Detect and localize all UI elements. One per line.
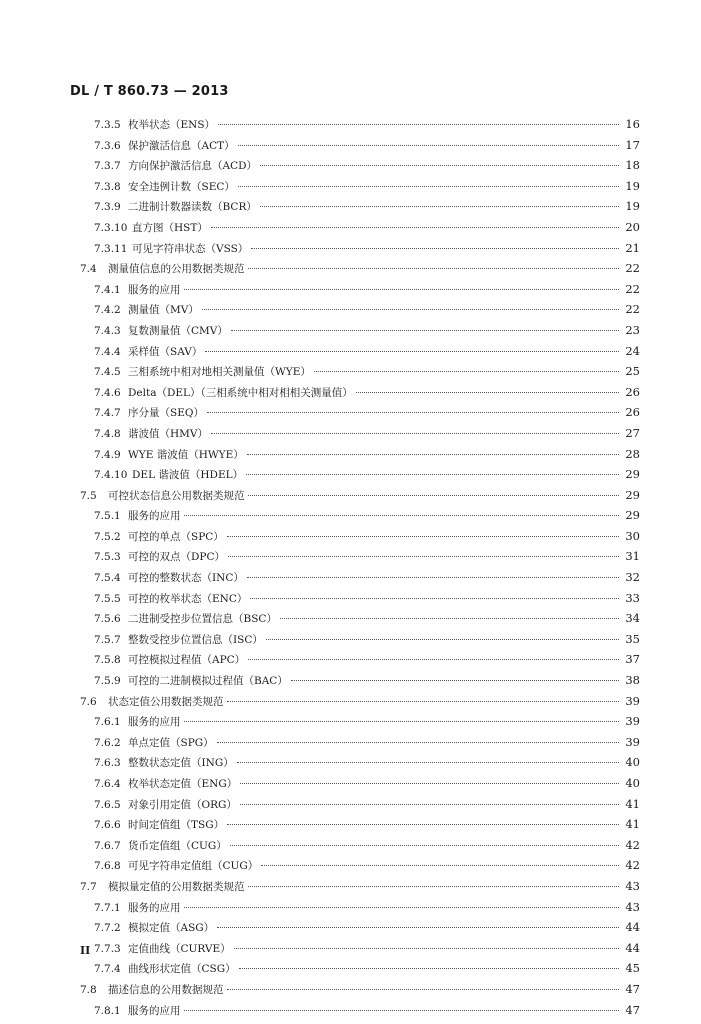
toc-entry [80, 917, 640, 938]
toc-section-number: 7.6.3 [94, 757, 121, 770]
toc-section-title: 枚举状态定值（ENG） [128, 778, 238, 790]
toc-page-number: 16 [625, 117, 640, 131]
toc-dot-leader [238, 186, 619, 187]
toc-page-number: 24 [625, 343, 640, 358]
toc-page-number: 40 [625, 755, 640, 770]
toc-entry [80, 114, 640, 135]
toc-section-number: 7.7.3 [94, 942, 121, 955]
toc-section-title: 可控模拟过程值（APC） [128, 654, 246, 667]
toc-page-number: 20 [625, 219, 640, 234]
toc-entry [80, 649, 640, 670]
toc-page-number: 22 [625, 302, 640, 317]
toc-dot-leader [211, 433, 619, 434]
toc-section-title: 模拟量定值的公用数据类规范 [108, 880, 245, 893]
toc-page-number: 19 [625, 199, 640, 214]
toc-entry [80, 135, 640, 156]
toc-section-title: 可见字符串状态（VSS） [132, 242, 249, 255]
toc-page-number: 47 [625, 981, 640, 996]
toc-section-title: 整数受控步位置信息（ISC） [128, 633, 263, 646]
toc-section-title: 服务的应用 [128, 901, 181, 914]
toc-entry [80, 732, 640, 753]
toc-dot-leader [217, 742, 619, 743]
toc-section-title: 定值曲线（CURVE） [128, 942, 231, 955]
toc-entry [80, 794, 640, 815]
toc-page-number: 26 [625, 384, 640, 399]
toc-entry [80, 526, 640, 547]
toc-page-number: 37 [625, 652, 640, 667]
toc-entry [80, 299, 640, 320]
toc-entry [80, 752, 640, 773]
toc-section-title: 保护激活信息（ACT） [128, 139, 235, 152]
toc-section-number: 7.4.3 [94, 324, 121, 337]
toc-dot-leader [247, 454, 619, 455]
toc-page-number: 39 [625, 714, 640, 729]
toc-entry [80, 238, 640, 259]
toc-section-number: 7.5.5 [94, 592, 121, 605]
toc-page-number: 42 [625, 858, 640, 873]
toc-dot-leader [240, 804, 619, 805]
toc-dot-leader [291, 680, 619, 681]
toc-section-number: 7.5.6 [94, 613, 121, 626]
toc-entry [80, 485, 640, 506]
toc-page-number: 40 [625, 776, 640, 790]
toc-section-number: 7.5.9 [94, 675, 121, 688]
toc-page-number: 34 [625, 611, 640, 626]
toc-dot-leader [314, 371, 619, 372]
toc-entry [80, 402, 640, 423]
toc-entry [80, 423, 640, 444]
toc-section-title: 对象引用定值（ORG） [128, 798, 237, 811]
toc-section-number: 7.3.8 [94, 180, 121, 193]
toc-entry [80, 196, 640, 217]
toc-section-number: 7.5.7 [94, 633, 121, 646]
toc-section-number: 7.5.8 [94, 654, 121, 667]
toc-section-title: 可控的整数状态（INC） [128, 572, 244, 585]
toc-entry [80, 855, 640, 876]
toc-dot-leader [184, 1010, 620, 1011]
toc-dot-leader [184, 907, 620, 908]
toc-entry [80, 979, 640, 1000]
toc-section-number: 7.6.2 [94, 736, 121, 749]
toc-page-number: 44 [625, 920, 640, 935]
toc-page-number: 29 [625, 487, 640, 502]
toc-dot-leader [247, 577, 619, 578]
toc-section-number: 7.6.7 [94, 839, 121, 852]
document-header: DL / T 860.73 — 2013 [70, 84, 229, 99]
toc-section-number: 7.5.3 [94, 551, 121, 564]
toc-section-title: 复数测量值（CMV） [128, 324, 228, 337]
toc-page-number: 43 [625, 899, 640, 914]
toc-section-number: 7.6.5 [94, 798, 121, 811]
toc-entry [80, 320, 640, 341]
toc-section-number: 7.6.8 [94, 860, 121, 873]
toc-section-title: 时间定值组（TSG） [128, 819, 225, 832]
toc-section-number: 7.7 [80, 880, 97, 893]
toc-section-number: 7.4.9 [94, 448, 121, 461]
toc-page-number: 28 [625, 446, 640, 461]
toc-section-number: 7.3.9 [94, 201, 121, 214]
toc-section-title: 服务的应用 [128, 510, 181, 523]
toc-dot-leader [261, 865, 619, 866]
toc-section-number: 7.7.4 [94, 963, 121, 976]
toc-section-number: 7.6 [80, 695, 97, 708]
toc-section-title: 服务的应用 [128, 283, 181, 296]
toc-page-number: 41 [625, 817, 640, 832]
toc-page-number: 38 [625, 673, 640, 688]
toc-section-title: 三相系统中相对地相关测量值（WYE） [128, 366, 311, 379]
toc-section-title: 可控的枚举状态（ENC） [128, 592, 248, 605]
toc-entry [80, 670, 640, 691]
toc-dot-leader [217, 927, 619, 928]
toc-entry [80, 608, 640, 629]
toc-dot-leader [260, 206, 619, 207]
toc-section-title: 测量值（MV） [128, 304, 199, 317]
toc-entry [80, 279, 640, 300]
toc-section-number: 7.7.1 [94, 901, 121, 914]
toc-dot-leader [202, 309, 619, 310]
toc-dot-leader [246, 474, 619, 475]
toc-entry [80, 155, 640, 176]
toc-section-title: 可见字符串定值组（CUG） [128, 860, 259, 873]
toc-section-number: 7.7.2 [94, 922, 121, 935]
toc-section-number: 7.8 [80, 983, 97, 996]
toc-section-number: 7.5 [80, 489, 97, 502]
toc-section-number: 7.4 [80, 263, 97, 276]
toc-page-number: 29 [625, 467, 640, 482]
toc-dot-leader [260, 165, 619, 166]
toc-section-title: 测量值信息的公用数据类规范 [108, 263, 245, 276]
toc-dot-leader [248, 495, 620, 496]
toc-section-title: 可控的双点（DPC） [128, 551, 226, 564]
toc-section-title: 枚举状态（ENS） [128, 119, 216, 131]
toc-section-number: 7.4.10 [94, 469, 128, 482]
toc-page-number: 45 [625, 961, 640, 976]
toc-section-number: 7.3.7 [94, 160, 121, 173]
toc-dot-leader [248, 659, 619, 660]
toc-section-number: 7.3.5 [94, 119, 121, 131]
toc-page-number: 23 [625, 322, 640, 337]
toc-section-number: 7.6.1 [94, 716, 121, 729]
toc-dot-leader [184, 721, 620, 722]
toc-dot-leader [240, 783, 619, 784]
toc-page-number: 30 [625, 528, 640, 543]
toc-page-number: 44 [625, 940, 640, 955]
toc-dot-leader [356, 392, 619, 393]
toc-section-title: 采样值（SAV） [128, 345, 203, 358]
toc-dot-leader [251, 248, 619, 249]
toc-section-number: 7.5.4 [94, 572, 121, 585]
toc-page-number: 19 [625, 178, 640, 193]
toc-dot-leader [184, 289, 620, 290]
toc-section-title: Delta（DEL）（三相系统中相对相相关测量值） [128, 386, 353, 399]
toc-section-title: 可控状态信息公用数据类规范 [108, 489, 245, 502]
toc-entry [80, 835, 640, 856]
toc-dot-leader [230, 845, 619, 846]
toc-entry [80, 938, 640, 959]
toc-entry [80, 691, 640, 712]
toc-entry [80, 258, 640, 279]
toc-page-number: 33 [625, 590, 640, 605]
toc-dot-leader [238, 145, 619, 146]
toc-section-number: 7.5.2 [94, 530, 121, 543]
toc-entry [80, 876, 640, 897]
toc-section-title: 方向保护激活信息（ACD） [128, 160, 258, 173]
toc-page-number: 39 [625, 693, 640, 708]
toc-dot-leader [231, 330, 619, 331]
toc-entry [80, 217, 640, 238]
toc-dot-leader [184, 515, 620, 516]
toc-dot-leader [207, 412, 619, 413]
toc-entry [80, 464, 640, 485]
toc-dot-leader [237, 762, 619, 763]
toc-section-title: 序分量（SEQ） [128, 407, 204, 420]
toc-section-number: 7.5.1 [94, 510, 121, 523]
toc-section-number: 7.4.7 [94, 407, 121, 420]
page-number-footer: II [80, 944, 91, 957]
toc-page-number: 22 [625, 261, 640, 276]
toc-entry [80, 546, 640, 567]
toc-section-number: 7.3.11 [94, 242, 128, 255]
toc-section-number: 7.4.8 [94, 427, 121, 440]
toc-dot-leader [227, 701, 620, 702]
toc-section-title: 二进制计数器读数（BCR） [128, 201, 257, 214]
toc-section-title: 状态定值公用数据类规范 [108, 695, 224, 708]
toc-dot-leader [228, 556, 619, 557]
toc-page-number: 39 [625, 734, 640, 749]
toc-page-number: 31 [625, 549, 640, 564]
toc-section-number: 7.3.10 [94, 221, 128, 234]
toc-page-number: 32 [625, 570, 640, 585]
toc-dot-leader [248, 268, 620, 269]
toc-dot-leader [248, 886, 620, 887]
toc-section-title: 二进制受控步位置信息（BSC） [128, 613, 277, 626]
toc-dot-leader [211, 227, 619, 228]
toc-section-title: 服务的应用 [128, 716, 181, 729]
toc-page-number: 21 [625, 240, 640, 255]
toc-section-title: 可控的单点（SPC） [128, 530, 224, 543]
toc-section-number: 7.4.6 [94, 386, 121, 399]
toc-page-number: 41 [625, 796, 640, 811]
toc-entry [80, 361, 640, 382]
toc-entry [80, 814, 640, 835]
toc-section-title: 安全违例计数（SEC） [128, 180, 235, 193]
toc-section-number: 7.4.5 [94, 366, 121, 379]
toc-section-title: 描述信息的公用数据规范 [108, 983, 224, 996]
toc-section-title: 模拟定值（ASG） [128, 922, 215, 935]
toc-dot-leader [239, 968, 619, 969]
toc-section-title: 货币定值组（CUG） [128, 839, 227, 852]
toc-section-title: 服务的应用 [128, 1004, 181, 1017]
toc-section-title: DEL 谐波值（HDEL） [132, 469, 244, 482]
toc-entry [80, 629, 640, 650]
toc-section-title: 可控的二进制模拟过程值（BAC） [128, 675, 288, 688]
toc-entry [80, 711, 640, 732]
toc-page-number: 35 [625, 631, 640, 646]
toc-section-title: 整数状态定值（ING） [128, 757, 234, 770]
toc-section-title: WYE 谐波值（HWYE） [128, 448, 244, 461]
toc-section-number: 7.4.4 [94, 345, 121, 358]
toc-page-number: 18 [625, 158, 640, 173]
toc-entry [80, 382, 640, 403]
toc-entry [80, 567, 640, 588]
toc-page-number: 22 [625, 281, 640, 296]
toc-entry [80, 588, 640, 609]
toc-section-number: 7.6.6 [94, 819, 121, 832]
table-of-contents [80, 114, 640, 1020]
toc-section-number: 7.4.2 [94, 304, 121, 317]
toc-section-title: 单点定值（SPG） [128, 736, 214, 749]
toc-dot-leader [218, 124, 619, 125]
toc-dot-leader [227, 824, 619, 825]
toc-section-number: 7.3.6 [94, 139, 121, 152]
toc-dot-leader [234, 948, 619, 949]
toc-page-number: 17 [625, 137, 640, 152]
toc-page-number: 43 [625, 878, 640, 893]
toc-page-number: 29 [625, 508, 640, 523]
toc-entry [80, 444, 640, 465]
toc-page-number: 27 [625, 425, 640, 440]
toc-page-number: 42 [625, 837, 640, 852]
toc-entry [80, 341, 640, 362]
toc-entry [80, 773, 640, 794]
toc-dot-leader [205, 351, 619, 352]
toc-dot-leader [227, 989, 620, 990]
toc-section-number: 7.6.4 [94, 778, 121, 790]
toc-page-number: 47 [625, 1002, 640, 1017]
toc-page-number: 25 [625, 364, 640, 379]
toc-dot-leader [266, 639, 619, 640]
toc-section-title: 谐波值（HMV） [128, 427, 208, 440]
toc-entry [80, 505, 640, 526]
toc-page-number: 26 [625, 405, 640, 420]
toc-dot-leader [250, 598, 619, 599]
toc-entry [80, 897, 640, 918]
toc-section-title: 曲线形状定值（CSG） [128, 963, 236, 976]
toc-entry [80, 176, 640, 197]
toc-dot-leader [280, 618, 619, 619]
toc-section-title: 直方图（HST） [132, 221, 208, 234]
toc-entry [80, 1000, 640, 1021]
toc-section-number: 7.8.1 [94, 1004, 121, 1017]
toc-section-number: 7.4.1 [94, 283, 121, 296]
toc-entry [80, 958, 640, 979]
toc-dot-leader [227, 536, 619, 537]
